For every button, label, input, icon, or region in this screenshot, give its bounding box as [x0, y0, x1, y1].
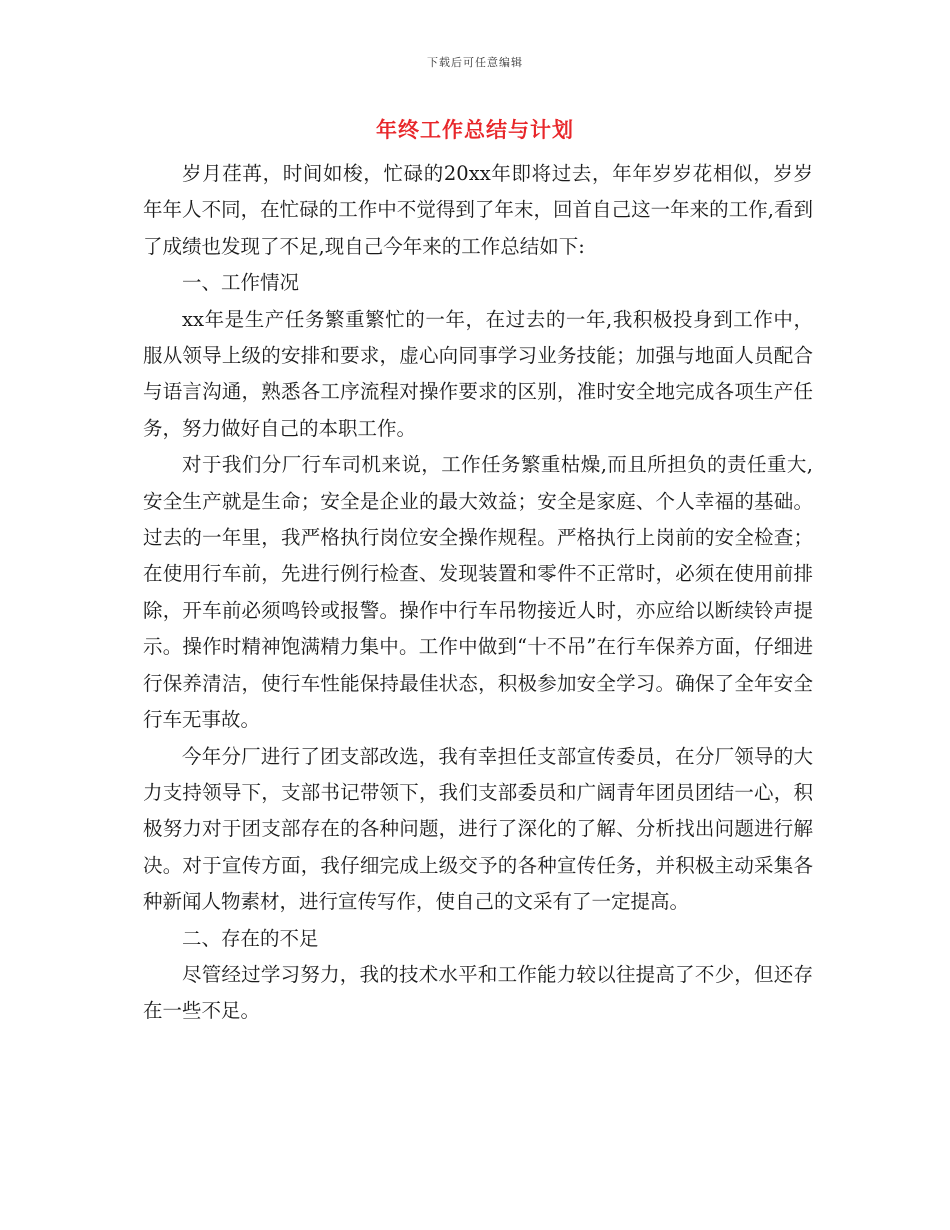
section-heading-shortcomings: 二、存在的不足 — [182, 926, 319, 950]
document-title: 年终工作总结与计划 — [376, 118, 574, 142]
paragraph-production: xx年是生产任务繁重繁忙的一年，在过去的一年,我积极投身到工作中，服从领导上级的安排和要求，虚心向同事学习业务技能；加强与地面人员配合与语言沟通，熟悉各工序流程对操作要求的区别，准时安全地完成各项生产任务，努力做好自己的本职工作。 — [143, 307, 813, 440]
paragraph-safety: 对于我们分厂行车司机来说，工作任务繁重枯燥,而且所担负的责任重大,安全生产就是生命；安全是企业的最大效益；安全是家庭、个人幸福的基础。过去的一年里，我严格执行岗位安全操作规程。严格执行上岗前的安全检查；在使用行车前，先进行例行检查、发现装置和零件不正常时，必须在使用前排除，开车前必须鸣铃或报警。操作中行车吊物接近人时，亦应给以断续铃声提示。操作时精神饱满精力集中。工作中做到“十不吊”在行车保养方面，仔细进行保养清洁，使行车性能保持最佳状态，积极参加安全学习。确保了全年安全行车无事故。 — [143, 453, 813, 732]
header-note: 下载后可任意编辑 — [427, 56, 523, 69]
paragraph-youth-league: 今年分厂进行了团支部改选，我有幸担任支部宣传委员，在分厂领导的大力支持领导下，支部书记带领下，我们支部委员和广阔青年团员团结一心，积极努力对于团支部存在的各种问题，进行了深化的了解、分析找出问题进行解决。对于宣传方面，我仔细完成上级交予的各种宣传任务，并积极主动采集各种新闻人物素材，进行宣传写作，使自己的文采有了一定提高。 — [143, 744, 813, 914]
document-body — [143, 156, 813, 1030]
paragraph-shortcomings: 尽管经过学习努力，我的技术水平和工作能力较以往提高了不少，但还存在一些不足。 — [143, 962, 813, 1023]
paragraph-intro: 岁月荏苒，时间如梭，忙碌的20xx年即将过去，年年岁岁花相似，岁岁年年人不同，在忙碌的工作中不觉得到了年末，回首自己这一年来的工作,看到了成绩也发现了不足,现自己今年来的工作总结如下: — [143, 162, 813, 258]
section-heading-work-status: 一、工作情况 — [182, 271, 300, 295]
